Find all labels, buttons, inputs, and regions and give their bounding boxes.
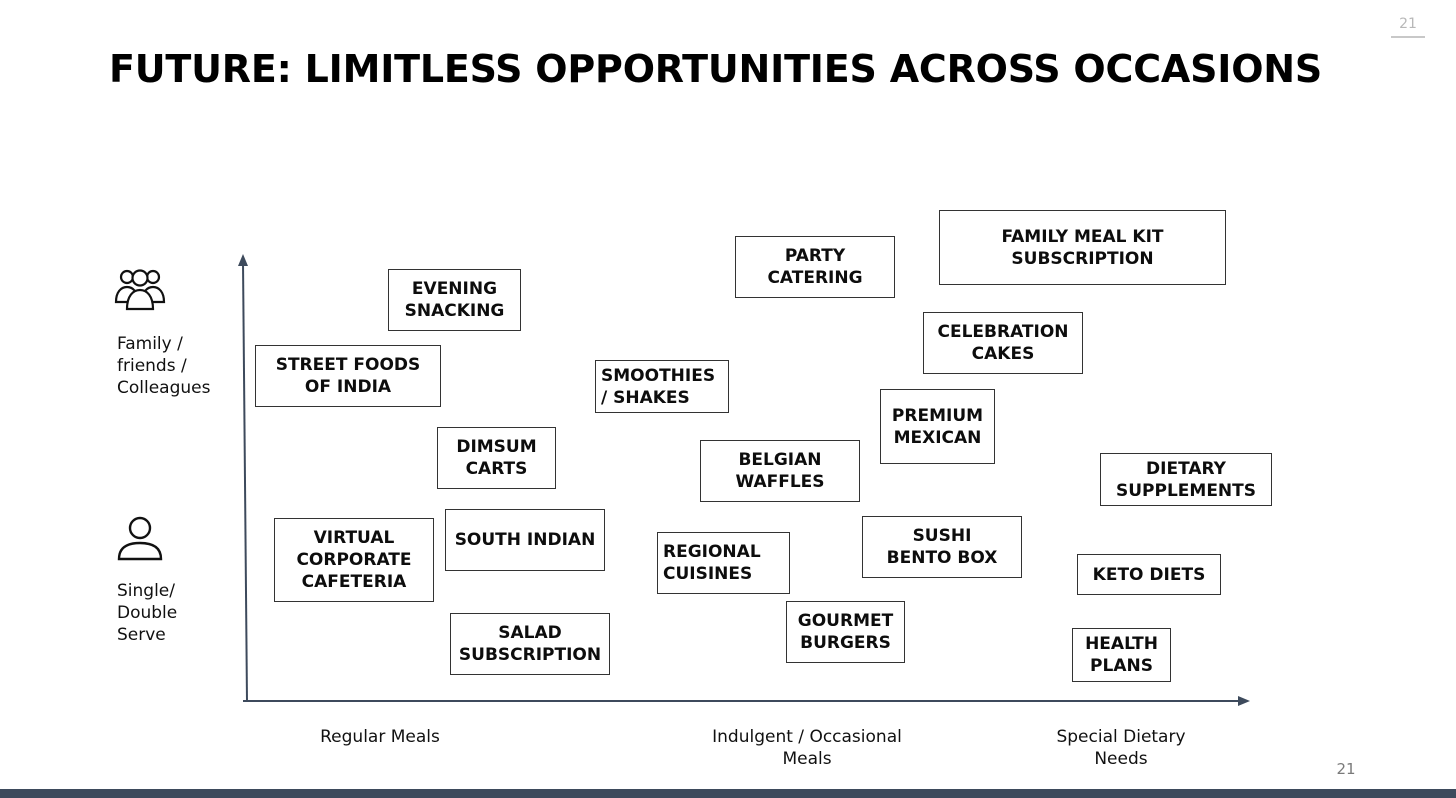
box-label: HEALTH PLANS — [1085, 634, 1158, 676]
x-axis-label-regular: Regular Meals — [320, 727, 440, 747]
box-evening-snacking — [388, 269, 521, 331]
x-axis-label-dietary: Special Dietary Needs — [1056, 727, 1186, 769]
box-label: SALAD SUBSCRIPTION — [458, 623, 602, 665]
box-label: KETO DIETS — [1092, 564, 1206, 585]
box-sushi-bento-box — [862, 516, 1022, 578]
box-celebration-cakes — [923, 312, 1083, 374]
box-virtual-corporate-cafeteria — [274, 518, 434, 602]
box-health-plans — [1072, 628, 1171, 682]
box-regional-cuisines — [657, 532, 790, 594]
x-axis-arrowhead — [1238, 696, 1250, 706]
box-label: SMOOTHIES / SHAKES — [601, 365, 716, 408]
box-label: DIMSUM CARTS — [456, 437, 537, 479]
y-axis-arrowhead — [238, 254, 248, 266]
box-salad-subscription — [450, 613, 610, 675]
y-axis-label-group: Family / friends / Colleagues — [117, 334, 211, 398]
box-label: GOURMET BURGERS — [797, 611, 894, 653]
group-people-icon — [114, 266, 166, 312]
page-number-top: 21 — [1399, 16, 1417, 32]
footer-bar — [0, 789, 1456, 798]
y-axis-line — [243, 262, 247, 702]
box-smoothies-shakes — [595, 360, 729, 413]
box-label: DIETARY SUPPLEMENTS — [1115, 458, 1256, 501]
page-number-bottom: 21 — [1336, 760, 1356, 778]
box-label: PREMIUM MEXICAN — [891, 405, 984, 448]
box-label: BELGIAN WAFFLES — [735, 450, 825, 492]
box-label: STREET FOODS OF INDIA — [275, 355, 421, 397]
box-label: VIRTUAL CORPORATE CAFETERIA — [296, 528, 412, 592]
box-south-indian — [445, 509, 605, 571]
x-axis-label-indulgent: Indulgent / Occasional Meals — [712, 727, 902, 769]
box-label: CELEBRATION CAKES — [937, 322, 1069, 364]
y-axis-label-single: Single/ Double Serve — [117, 581, 178, 645]
box-label: PARTY CATERING — [767, 246, 863, 288]
box-family-meal-kit-subscription — [939, 210, 1226, 285]
box-dimsum-carts — [437, 427, 556, 489]
box-street-foods-of-india — [255, 345, 441, 407]
page-title: FUTURE: LIMITLESS OPPORTUNITIES ACROSS OCCASIONS — [109, 47, 1323, 91]
box-gourmet-burgers — [786, 601, 905, 663]
box-keto-diets — [1077, 554, 1221, 595]
box-party-catering — [735, 236, 895, 298]
box-label: SOUTH INDIAN — [454, 530, 596, 550]
box-label: FAMILY MEAL KIT SUBSCRIPTION — [1001, 226, 1164, 269]
box-label: REGIONAL CUISINES — [663, 542, 761, 584]
single-person-icon — [115, 516, 165, 562]
box-label: SUSHI BENTO BOX — [886, 526, 998, 568]
box-premium-mexican — [880, 389, 995, 464]
box-dietary-supplements — [1100, 453, 1272, 506]
box-label: EVENING SNACKING — [404, 279, 505, 321]
box-belgian-waffles — [700, 440, 860, 502]
